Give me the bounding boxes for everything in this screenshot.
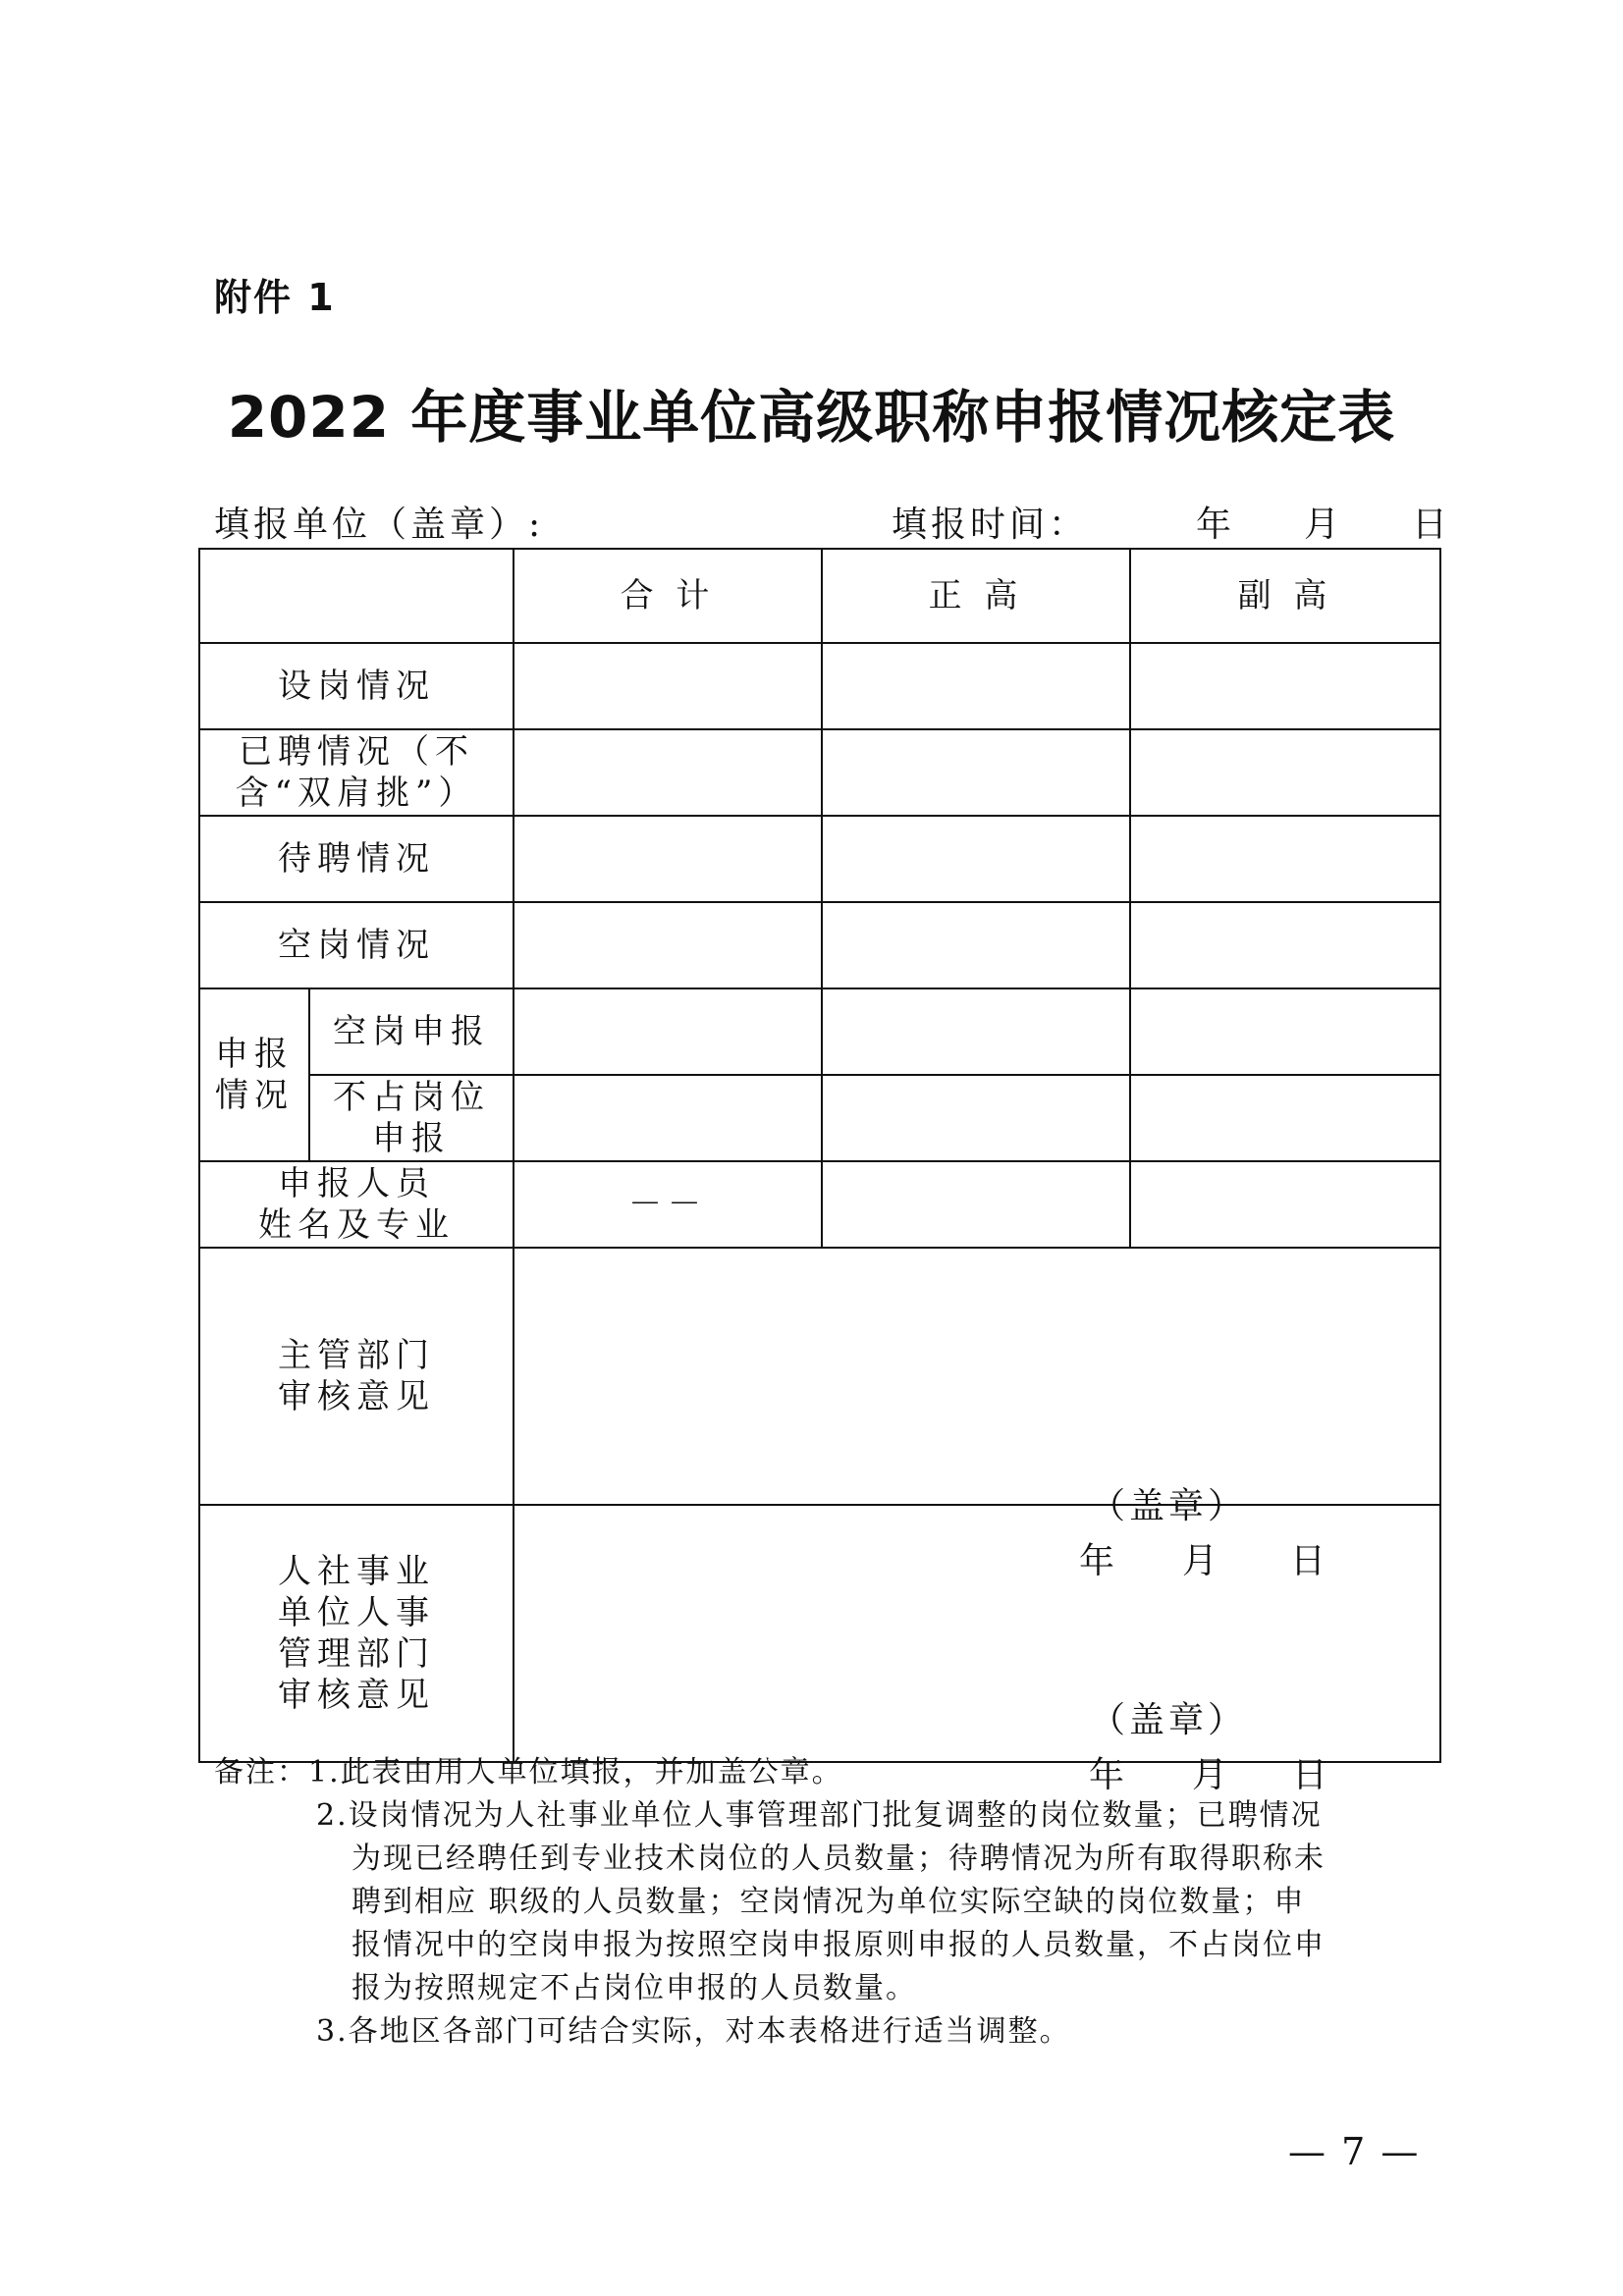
cell-set-posts-total[interactable] <box>514 643 822 729</box>
fill-time-text: 填报时间： <box>892 505 1089 545</box>
notes-section <box>214 1751 1432 2054</box>
col-senior-header: 正 高 <box>822 549 1130 643</box>
fill-time-day: 日 <box>1412 505 1452 545</box>
row-label-no-post-line2: 申报 <box>372 1119 451 1158</box>
row-label-no-post <box>309 1075 514 1161</box>
cell-waiting-associate[interactable] <box>1130 816 1440 902</box>
fill-time-month: 月 <box>1304 505 1344 545</box>
cell-applicants-total: －－ <box>514 1161 822 1248</box>
note-2-line1: 2.设岗情况为人社事业单位人事管理部门批复调整的岗位数量；已聘情况 <box>316 1798 1323 1833</box>
page-number: — 7 — <box>1288 2130 1421 2173</box>
table-row <box>199 902 1440 988</box>
table-row <box>199 729 1440 816</box>
cell-vacant-total[interactable] <box>514 902 822 988</box>
row-label-hr-review <box>199 1505 514 1762</box>
dept-date-month: 月 <box>1182 1541 1222 1581</box>
row-label-hired-line2: 含“双肩挑”） <box>235 774 478 813</box>
note-3: 3.各地区各部门可结合实际，对本表格进行适当调整。 <box>316 2014 1071 2049</box>
cell-waiting-total[interactable] <box>514 816 822 902</box>
row-label-applicants-line2: 姓名及专业 <box>258 1205 455 1245</box>
row-label-hired-line1: 已聘情况（不 <box>239 732 474 772</box>
attachment-label: 附件 1 <box>214 276 336 319</box>
table-row <box>199 1505 1440 1762</box>
note-2-line3: 聘到相应 职级的人员数量；空岗情况为单位实际空缺的岗位数量；申 <box>352 1885 1306 1919</box>
cell-hired-associate[interactable] <box>1130 729 1440 816</box>
row-label-vacant-apply: 空岗申报 <box>309 988 514 1075</box>
table-row <box>199 1075 1440 1161</box>
cell-hired-senior[interactable] <box>822 729 1130 816</box>
cell-vacant-apply-senior[interactable] <box>822 988 1130 1075</box>
table-row <box>199 1248 1440 1505</box>
hr-date-year: 年 <box>1089 1755 1129 1795</box>
note-2-line5: 报为按照规定不占岗位申报的人员数量。 <box>352 1971 917 2005</box>
cell-no-post-associate[interactable] <box>1130 1075 1440 1161</box>
row-label-set-posts: 设岗情况 <box>199 643 514 729</box>
row-label-hr-line1: 人社事业 <box>278 1552 435 1591</box>
row-label-applicants <box>199 1161 514 1248</box>
cell-hired-total[interactable] <box>514 729 822 816</box>
dept-stamp: （盖章） <box>1090 1486 1248 1526</box>
row-label-no-post-line1: 不占岗位 <box>333 1078 490 1117</box>
dept-review-cell[interactable] <box>514 1248 1440 1581</box>
row-label-hr-line3: 管理部门 <box>278 1634 435 1674</box>
dept-date-day: 日 <box>1290 1541 1330 1581</box>
table-row <box>199 1161 1440 1248</box>
fill-time-year: 年 <box>1196 505 1236 545</box>
table-row <box>199 988 1440 1075</box>
cell-no-post-total[interactable] <box>514 1075 822 1161</box>
row-label-waiting: 待聘情况 <box>199 816 514 902</box>
row-label-dept-line2: 审核意见 <box>278 1377 435 1416</box>
table-row <box>199 816 1440 902</box>
dept-date-year: 年 <box>1079 1541 1119 1581</box>
cell-set-posts-senior[interactable] <box>822 643 1130 729</box>
note-2-line2: 为现已经聘任到专业技术岗位的人员数量；待聘情况为所有取得职称未 <box>352 1842 1325 1876</box>
row-group-apply-line1: 申报 <box>215 1035 294 1074</box>
cell-applicants-associate[interactable] <box>1130 1161 1440 1248</box>
row-label-hr-line2: 单位人事 <box>278 1593 435 1632</box>
cell-vacant-associate[interactable] <box>1130 902 1440 988</box>
row-label-hr-line4: 审核意见 <box>278 1676 435 1715</box>
col-total-header: 合 计 <box>514 549 822 643</box>
row-label-applicants-line1: 申报人员 <box>278 1164 435 1203</box>
cell-no-post-senior[interactable] <box>822 1075 1130 1161</box>
cell-applicants-senior[interactable] <box>822 1161 1130 1248</box>
page-title: 2022 年度事业单位高级职称申报情况核定表 <box>227 384 1396 451</box>
cell-vacant-senior[interactable] <box>822 902 1130 988</box>
hr-date-month: 月 <box>1192 1755 1232 1795</box>
note-line-1 <box>214 1751 1432 1794</box>
cell-waiting-senior[interactable] <box>822 816 1130 902</box>
row-label-vacant: 空岗情况 <box>199 902 514 988</box>
row-label-dept-review <box>199 1248 514 1505</box>
row-group-apply <box>199 988 309 1161</box>
cell-vacant-apply-total[interactable] <box>514 988 822 1075</box>
fill-unit-label: 填报单位（盖章）: <box>214 505 545 545</box>
table-row <box>199 643 1440 729</box>
notes-label: 备注： <box>214 1755 308 1789</box>
row-label-dept-line1: 主管部门 <box>278 1336 435 1375</box>
hr-date-day: 日 <box>1292 1755 1332 1795</box>
row-label-hired <box>199 729 514 816</box>
row-group-apply-line2: 情况 <box>215 1076 294 1115</box>
table-header-row <box>199 549 1440 643</box>
fill-time-label <box>892 497 1451 547</box>
hr-stamp: （盖章） <box>1090 1700 1248 1740</box>
note-1: 1.此表由用人单位填报，并加盖公章。 <box>308 1755 843 1789</box>
header-corner-cell <box>199 549 514 643</box>
note-2-line4: 报情况中的空岗申报为按照空岗申报原则申报的人员数量，不占岗位申 <box>352 1928 1325 1962</box>
cell-set-posts-associate[interactable] <box>1130 643 1440 729</box>
col-associate-header: 副 高 <box>1130 549 1440 643</box>
cell-vacant-apply-associate[interactable] <box>1130 988 1440 1075</box>
